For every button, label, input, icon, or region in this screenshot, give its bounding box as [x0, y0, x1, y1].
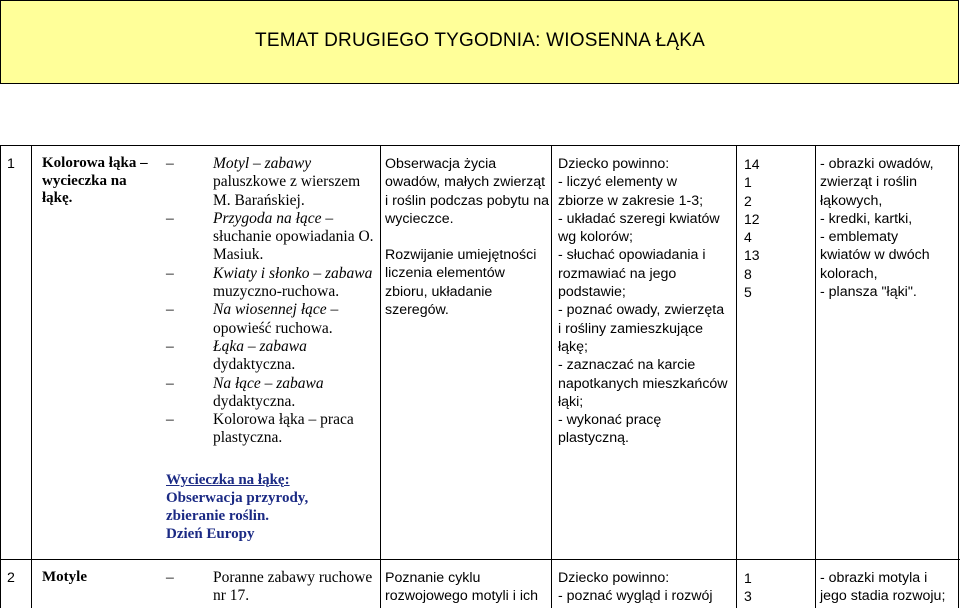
row-2-activities	[166, 569, 377, 606]
page-title: TEMAT DRUGIEGO TYGODNIA: WIOSENNA ŁĄKA	[255, 30, 705, 51]
activity-item: – Łąka – zabawa dydaktyczna.	[166, 337, 307, 374]
column-divider-4	[551, 145, 552, 608]
activity-item: – Przygoda na łące – słuchanie opowiadania O. Masiuk.	[166, 209, 374, 264]
excursion-title: Wycieczka na łąkę:	[166, 472, 290, 488]
column-divider-1	[31, 145, 32, 608]
row-1-materials: - obrazki owadów, zwierząt i roślin łąkowych, - kredki, kartki, - emblematy kwiatów w dwóch kolorach, - plansza "łąki".	[820, 156, 934, 301]
activity-item: – Poranne zabawy ruchowe nr 17.	[166, 569, 373, 605]
row-divider	[0, 559, 960, 560]
table-right-border	[958, 145, 959, 608]
activity-item: – Na łące – zabawa dydaktyczna.	[166, 374, 324, 410]
row-1-goals: Obserwacja życia owadów, małych zwierząt i roślin podczas pobytu na wycieczce. Rozwijanie umiejętności liczenia elementów zbioru, układanie szeregów.	[385, 156, 550, 319]
activity-item: – Motyl – zabawy paluszkowe z wierszem M. Barańskiej.	[166, 155, 361, 209]
row-1-number: 1	[7, 156, 15, 172]
excursion-note: Wycieczka na łąkę: Obserwacja przyrody, zbieranie roślin. Dzień Europy	[166, 471, 376, 543]
column-divider-3	[380, 145, 381, 608]
row-1-topic: Kolorowa łąka – wycieczka na łąkę.	[42, 155, 148, 206]
row-2-materials: - obrazki motyla i jego stadia rozwoju;	[820, 570, 946, 605]
activity-item: – Na wiosennej łące – opowieść ruchowa.	[166, 301, 339, 337]
row-2-number: 2	[7, 570, 15, 586]
row-1-outcomes: Dziecko powinno: - liczyć elementy w zbiorze w zakresie 1-3; - układać szeregi kwiatów wg kolorów; - słuchać opowiadania i rozmawiać na jego podstawie; - poznać owady, zwierzęta i rośliny zamieszkujące łąkę; - zaznaczać na karcie napotkanych mieszkańców łąki; - wykonać pracę plastyczną.	[558, 156, 728, 447]
activity-item: – Kwiaty i słonko – zabawa muzyczno-ruchowa.	[166, 264, 373, 301]
activity-item: – Kolorowa łąka – praca plastyczna.	[166, 411, 354, 447]
column-divider-5	[736, 145, 737, 608]
row-2-goals: Poznanie cyklu rozwojowego motyli i ich	[385, 570, 538, 605]
column-divider-6	[815, 145, 816, 608]
table-left-border	[0, 145, 1, 608]
row-2-topic: Motyle	[42, 569, 87, 585]
row-2-curriculum-numbers: 1 3	[744, 570, 752, 605]
row-1-activities	[166, 155, 377, 448]
table-top-border	[0, 145, 960, 146]
row-2-outcomes: Dziecko powinno: - poznać wygląd i rozwój	[558, 570, 713, 605]
row-1-curriculum-numbers: 14 1 2 12 4 13 8 5	[744, 156, 760, 301]
